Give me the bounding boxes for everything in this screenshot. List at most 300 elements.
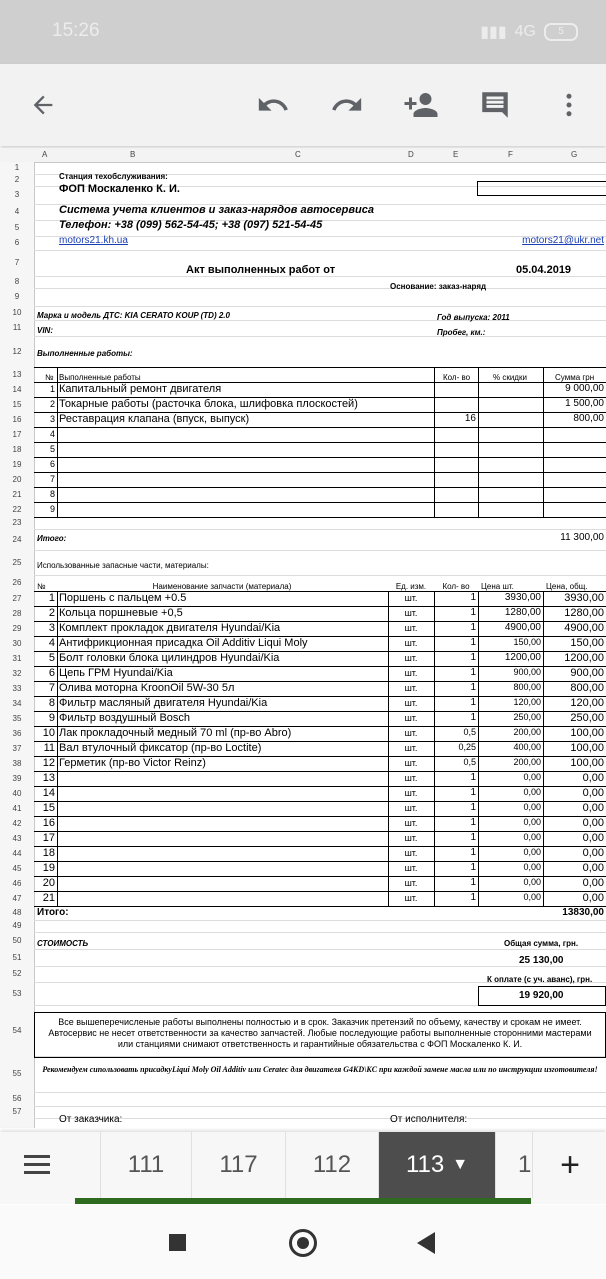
- row-header[interactable]: 55: [12, 1069, 22, 1078]
- works-cell-name: Токарные работы (расточка блока, шлифовка плоскостей): [59, 398, 358, 410]
- works-cell-num: 7: [49, 474, 55, 484]
- parts-cell-price: 0,00: [523, 892, 541, 902]
- station-label: Станция техобслуживания:: [59, 172, 168, 181]
- parts-col-line: [388, 591, 389, 906]
- row-header[interactable]: 15: [12, 399, 22, 409]
- row-header[interactable]: 22: [12, 504, 22, 514]
- parts-cell-total: 0,00: [582, 847, 604, 859]
- parts-cell-unit: шт.: [404, 848, 418, 858]
- parts-cell-qty: 1: [470, 802, 476, 813]
- row-header[interactable]: 36: [12, 728, 22, 738]
- works-cell-name: Капитальный ремонт двигателя: [59, 383, 222, 395]
- disclaimer-box: [34, 1012, 606, 1058]
- status-time: 15:26: [52, 20, 100, 41]
- row-header[interactable]: 24: [12, 534, 22, 544]
- more-vert-icon[interactable]: [548, 84, 590, 126]
- parts-cell-unit: шт.: [404, 803, 418, 813]
- gridline: [34, 966, 606, 967]
- gridline: [34, 949, 606, 950]
- parts-row[interactable]: [0, 711, 606, 726]
- parts-cell-unit: шт.: [404, 878, 418, 888]
- row-header[interactable]: 53: [12, 988, 22, 998]
- parts-cell-qty: 0,25: [458, 742, 476, 752]
- parts-cell-qty: 0,5: [463, 757, 476, 767]
- parts-cell-total: 0,00: [582, 832, 604, 844]
- act-date: 05.04.2019: [516, 264, 572, 276]
- parts-cell-unit: шт.: [404, 788, 418, 798]
- works-row[interactable]: [0, 487, 606, 502]
- row-header[interactable]: 1: [14, 163, 20, 172]
- parts-cell-total: 0,00: [582, 892, 604, 904]
- parts-border: [34, 906, 606, 907]
- gridline: [34, 550, 606, 551]
- row-header[interactable]: 25: [12, 557, 22, 567]
- works-header-disc: % скидки: [493, 373, 527, 382]
- status-bar: [0, 0, 606, 64]
- parts-cell-qty: 1: [470, 622, 476, 633]
- parts-cell-name: Цепь ГРМ Hyundai/Kia: [59, 667, 173, 679]
- row-header[interactable]: 16: [12, 414, 22, 424]
- parts-cell-total: 100,00: [570, 742, 604, 754]
- parts-cell-total: 900,00: [570, 667, 604, 679]
- total-sum-label: Общая сумма, грн.: [504, 939, 579, 948]
- parts-header-num: №: [37, 582, 46, 591]
- works-header-qty: Кол- во: [443, 373, 471, 382]
- parts-cell-num: 1: [48, 592, 55, 604]
- works-cell-num: 3: [49, 414, 55, 424]
- parts-cell-unit: шт.: [404, 653, 418, 663]
- row-header[interactable]: 32: [12, 668, 22, 678]
- parts-cell-name: Лак прокладочный медный 70 ml (пр-во Abro): [59, 727, 292, 739]
- parts-cell-total: 120,00: [570, 697, 604, 709]
- sheet-tab-partial[interactable]: 1: [495, 1132, 531, 1198]
- row-header[interactable]: 51: [12, 952, 22, 962]
- row-header[interactable]: 46: [12, 878, 22, 888]
- parts-header-qty: Кол- во: [442, 582, 470, 591]
- parts-cell-price: 150,00: [513, 637, 541, 647]
- gridline: [34, 1092, 606, 1093]
- system-title: Система учета клиентов и заказ-нарядов автосервиса: [59, 204, 374, 216]
- circle-icon[interactable]: [289, 1229, 317, 1257]
- person-add-icon[interactable]: [400, 84, 442, 126]
- gridline: [34, 932, 606, 933]
- row-header[interactable]: 18: [12, 444, 22, 454]
- row-header[interactable]: 12: [12, 346, 22, 356]
- row-header[interactable]: 43: [12, 833, 22, 843]
- parts-cell-name: Фильтр масляный двигателя Hyundai/Kia: [59, 697, 268, 709]
- row-header[interactable]: 11: [12, 323, 22, 332]
- row-header[interactable]: 9: [14, 292, 20, 301]
- parts-row[interactable]: [0, 651, 606, 666]
- parts-row[interactable]: [0, 696, 606, 711]
- parts-row[interactable]: [0, 636, 606, 651]
- row-header[interactable]: 5: [14, 223, 20, 232]
- square-icon[interactable]: [169, 1234, 186, 1251]
- parts-row[interactable]: [0, 591, 606, 606]
- row-header[interactable]: 13: [12, 369, 22, 379]
- row-header[interactable]: 52: [12, 969, 22, 978]
- parts-cell-num: 16: [42, 817, 55, 829]
- row-header[interactable]: 7: [14, 258, 20, 267]
- parts-cell-price: 0,00: [523, 817, 541, 827]
- parts-cell-unit: шт.: [404, 608, 418, 618]
- row-header[interactable]: 27: [12, 593, 22, 603]
- column-header-d[interactable]: D: [408, 150, 414, 159]
- works-total: 11 300,00: [560, 532, 604, 543]
- gridline: [34, 920, 606, 921]
- parts-cell-qty: 1: [470, 607, 476, 618]
- column-header-g[interactable]: G: [571, 150, 578, 159]
- parts-header-price: Цена шт.: [481, 582, 514, 591]
- parts-cell-qty: 1: [470, 817, 476, 828]
- site-link[interactable]: motors21.kh.ua: [59, 235, 128, 246]
- parts-cell-name: Болт головки блока цилиндров Hyundai/Kia: [59, 652, 280, 664]
- parts-cell-unit: шт.: [404, 758, 418, 768]
- parts-cell-unit: шт.: [404, 818, 418, 828]
- parts-cell-num: 3: [48, 622, 55, 634]
- act-title: Акт выполненных работ от: [186, 264, 336, 276]
- parts-header-total: Цена, общ.: [546, 582, 588, 591]
- parts-cell-unit: шт.: [404, 683, 418, 693]
- works-label: Выполненные работы:: [37, 349, 133, 358]
- parts-cell-name: Антифрикционная присадка Oil Additiv Liqui Moly: [59, 637, 308, 649]
- row-header[interactable]: 37: [12, 743, 22, 753]
- works-col-line: [434, 367, 435, 517]
- parts-cell-qty: 1: [470, 682, 476, 693]
- parts-cell-name: Поршень с пальцем +0.5: [59, 592, 187, 604]
- parts-cell-qty: 0,5: [463, 727, 476, 737]
- undo-icon[interactable]: [252, 84, 294, 126]
- parts-cell-total: 1200,00: [564, 652, 604, 664]
- row-header[interactable]: 17: [12, 429, 22, 439]
- parts-cell-total: 0,00: [582, 802, 604, 814]
- works-border: [34, 517, 606, 518]
- sheet-tab-112[interactable]: 112: [285, 1132, 378, 1198]
- row-header[interactable]: 40: [12, 788, 22, 798]
- email-link[interactable]: motors21@ukr.net: [522, 235, 604, 246]
- sheet-tab-117[interactable]: 117: [191, 1132, 285, 1198]
- parts-cell-price: 900,00: [513, 667, 541, 677]
- works-cell-num: 2: [49, 399, 55, 409]
- parts-label: Использованные запасные части, материалы:: [37, 561, 209, 570]
- parts-row[interactable]: [0, 681, 606, 696]
- works-header-sum: Сумма грн: [555, 373, 595, 382]
- works-row[interactable]: [0, 502, 606, 517]
- works-cell-num: 6: [49, 459, 55, 469]
- parts-cell-qty: 1: [470, 637, 476, 648]
- row-header[interactable]: 8: [14, 277, 20, 286]
- mileage-label: Пробег, км.:: [437, 328, 486, 337]
- parts-row[interactable]: [0, 801, 606, 816]
- parts-cell-name: Кольца поршневые +0,5: [59, 607, 183, 619]
- gridline: [34, 276, 606, 277]
- pay-sum: 19 920,00: [519, 990, 564, 1001]
- parts-row[interactable]: [0, 876, 606, 891]
- parts-cell-price: 4900,00: [504, 622, 541, 633]
- parts-cell-total: 0,00: [582, 877, 604, 889]
- cost-label: СТОИМОСТЬ: [37, 939, 89, 948]
- parts-cell-price: 200,00: [513, 727, 541, 737]
- parts-row[interactable]: [0, 861, 606, 876]
- parts-cell-unit: шт.: [404, 623, 418, 633]
- parts-cell-name: Фильтр воздушный Bosch: [59, 712, 191, 724]
- works-col-line: [543, 367, 544, 517]
- row-header[interactable]: 31: [12, 653, 22, 663]
- parts-cell-total: 0,00: [582, 817, 604, 829]
- parts-total-label: Итого:: [37, 907, 69, 918]
- works-row[interactable]: [0, 427, 606, 442]
- parts-cell-qty: 1: [470, 877, 476, 888]
- row-header[interactable]: 45: [12, 863, 22, 873]
- parts-header-name: Наименование запчасти (материала): [152, 582, 292, 591]
- works-cell-num: 4: [49, 429, 55, 439]
- row-header[interactable]: 50: [12, 935, 22, 945]
- parts-cell-price: 400,00: [513, 742, 541, 752]
- parts-cell-num: 13: [42, 772, 55, 784]
- phone-line: Телефон: +38 (099) 562-54-45; +38 (097) 521-54-45: [59, 219, 323, 231]
- row-header[interactable]: 30: [12, 638, 22, 648]
- row-header[interactable]: 54: [12, 1025, 22, 1035]
- parts-cell-price: 0,00: [523, 847, 541, 857]
- gridline: [34, 529, 606, 530]
- comment-icon[interactable]: [474, 84, 516, 126]
- parts-col-line: [434, 591, 435, 906]
- signature-customer: От заказчика:: [59, 1114, 123, 1125]
- parts-cell-price: 0,00: [523, 877, 541, 887]
- parts-cell-price: 0,00: [523, 802, 541, 812]
- row-header[interactable]: 57: [12, 1107, 22, 1116]
- basis-label: Основание: заказ-наряд: [390, 282, 487, 291]
- parts-col-line: [543, 591, 544, 906]
- signature-contractor: От исполнителя:: [390, 1114, 468, 1125]
- column-header-c[interactable]: C: [295, 150, 301, 159]
- works-row[interactable]: [0, 442, 606, 457]
- car-model: Марка и модель ДТС: KIA CERATO KOUP (TD) 2.0: [37, 311, 230, 320]
- arrow-left-icon[interactable]: [22, 84, 64, 126]
- parts-cell-qty: 1: [470, 697, 476, 708]
- parts-cell-num: 12: [42, 757, 55, 769]
- parts-row[interactable]: [0, 831, 606, 846]
- works-cell-num: 5: [49, 444, 55, 454]
- works-row[interactable]: [0, 382, 606, 397]
- column-header-f[interactable]: F: [508, 150, 513, 159]
- row-header[interactable]: 19: [12, 459, 22, 469]
- parts-header-unit: Ед. изм.: [395, 582, 427, 591]
- parts-cell-total: 0,00: [582, 772, 604, 784]
- row-header[interactable]: 56: [12, 1094, 22, 1103]
- pay-label: К оплате (с уч. аванс), грн.: [487, 975, 593, 984]
- parts-cell-price: 0,00: [523, 832, 541, 842]
- row-header[interactable]: 14: [12, 384, 22, 394]
- parts-cell-unit: шт.: [404, 638, 418, 648]
- parts-cell-price: 1200,00: [504, 652, 541, 663]
- works-border: [34, 367, 606, 368]
- row-header[interactable]: 41: [12, 803, 22, 813]
- parts-row[interactable]: [0, 816, 606, 831]
- parts-row[interactable]: [0, 786, 606, 801]
- parts-cell-num: 6: [48, 667, 55, 679]
- parts-cell-total: 800,00: [570, 682, 604, 694]
- parts-cell-qty: 1: [470, 712, 476, 723]
- parts-row[interactable]: [0, 846, 606, 861]
- row-header[interactable]: 6: [14, 238, 20, 247]
- row-header[interactable]: 38: [12, 758, 22, 768]
- parts-cell-total: 100,00: [570, 727, 604, 739]
- works-header-name: Выполненные работы: [59, 373, 141, 382]
- row-header[interactable]: 3: [14, 190, 20, 199]
- works-row[interactable]: [0, 457, 606, 472]
- parts-cell-unit: шт.: [404, 743, 418, 753]
- parts-cell-num: 21: [42, 892, 55, 904]
- works-cell-sum: 1 500,00: [565, 398, 604, 409]
- parts-col-line: [57, 591, 58, 906]
- row-header[interactable]: 49: [12, 921, 22, 930]
- parts-cell-unit: шт.: [404, 833, 418, 843]
- parts-cell-unit: шт.: [404, 698, 418, 708]
- toolbar: [0, 64, 606, 146]
- parts-cell-price: 800,00: [513, 682, 541, 692]
- parts-cell-name: Олива моторна KroonOil 5W-30 5л: [59, 682, 235, 694]
- parts-cell-num: 15: [42, 802, 55, 814]
- total-sum: 25 130,00: [519, 955, 564, 966]
- works-total-label: Итого:: [37, 534, 67, 543]
- vin-label: VIN:: [37, 326, 53, 335]
- parts-cell-num: 5: [48, 652, 55, 664]
- parts-cell-total: 0,00: [582, 862, 604, 874]
- parts-cell-num: 2: [48, 607, 55, 619]
- sheet-tab-bar: [0, 1132, 606, 1204]
- row-header[interactable]: 48: [12, 908, 22, 917]
- parts-row[interactable]: [0, 771, 606, 786]
- add-icon[interactable]: +: [532, 1132, 606, 1198]
- row-header[interactable]: 47: [12, 893, 22, 903]
- row-header[interactable]: 29: [12, 623, 22, 633]
- row-header[interactable]: 21: [12, 489, 22, 499]
- row-header[interactable]: 26: [12, 578, 22, 587]
- parts-cell-num: 17: [42, 832, 55, 844]
- parts-cell-price: 0,00: [523, 862, 541, 872]
- works-cell-sum: 9 000,00: [565, 383, 604, 394]
- parts-cell-qty: 1: [470, 652, 476, 663]
- row-header[interactable]: 20: [12, 474, 22, 484]
- parts-cell-price: 200,00: [513, 757, 541, 767]
- row-header[interactable]: 39: [12, 773, 22, 783]
- parts-cell-num: 10: [42, 727, 55, 739]
- gridline: [34, 250, 606, 251]
- works-header-num: №: [45, 373, 54, 382]
- parts-row[interactable]: [0, 756, 606, 771]
- triangle-back-icon[interactable]: [417, 1232, 435, 1254]
- parts-cell-num: 14: [42, 787, 55, 799]
- row-header[interactable]: 34: [12, 698, 22, 708]
- parts-cell-num: 9: [48, 712, 55, 724]
- parts-cell-unit: шт.: [404, 773, 418, 783]
- column-headers: [0, 148, 606, 163]
- parts-cell-qty: 1: [470, 832, 476, 843]
- parts-cell-unit: шт.: [404, 893, 418, 903]
- row-header[interactable]: 4: [14, 207, 20, 216]
- column-header-e[interactable]: E: [453, 150, 459, 159]
- parts-row[interactable]: [0, 891, 606, 906]
- row-header[interactable]: 42: [12, 818, 22, 828]
- company-name: ФОП Москаленко К. И.: [59, 183, 180, 195]
- row-header[interactable]: 44: [12, 848, 22, 858]
- row-header[interactable]: 28: [12, 608, 22, 618]
- parts-cell-qty: 1: [470, 847, 476, 858]
- parts-cell-total: 4900,00: [564, 622, 604, 634]
- row-header[interactable]: 35: [12, 713, 22, 723]
- parts-row[interactable]: [0, 666, 606, 681]
- works-col-line: [478, 367, 479, 517]
- works-row[interactable]: [0, 412, 606, 427]
- gridline: [34, 320, 606, 321]
- tab-dropdown-icon[interactable]: ▼: [452, 1156, 469, 1173]
- row-header[interactable]: 10: [12, 308, 22, 317]
- column-header-b[interactable]: B: [130, 150, 136, 159]
- parts-cell-unit: шт.: [404, 863, 418, 873]
- parts-cell-unit: шт.: [404, 713, 418, 723]
- row-header[interactable]: 2: [14, 175, 20, 184]
- parts-cell-unit: шт.: [404, 593, 418, 603]
- status-icons: [480, 22, 578, 42]
- works-cell-sum: 800,00: [573, 413, 604, 424]
- parts-cell-unit: шт.: [404, 728, 418, 738]
- parts-cell-num: 18: [42, 847, 55, 859]
- works-cell-num: 8: [49, 489, 55, 499]
- sheet-tab-111[interactable]: 111: [100, 1132, 191, 1198]
- parts-cell-price: 3930,00: [504, 592, 541, 603]
- parts-cell-num: 4: [48, 637, 55, 649]
- works-cell-qty: 16: [464, 413, 476, 424]
- works-cell-num: 1: [49, 384, 55, 394]
- parts-cell-total: 1280,00: [564, 607, 604, 619]
- parts-row[interactable]: [0, 741, 606, 756]
- parts-cell-num: 8: [48, 697, 55, 709]
- sheet-tab-113[interactable]: [378, 1132, 495, 1198]
- row-header[interactable]: 23: [12, 518, 22, 527]
- parts-row[interactable]: [0, 606, 606, 621]
- works-row[interactable]: [0, 472, 606, 487]
- selected-cell[interactable]: [477, 181, 606, 196]
- redo-icon[interactable]: [326, 84, 368, 126]
- recommendation: Рекомендуем сипользовать присадкуLiqui Moly Oil Additiv или Ceratec для двигателя G4KD\KC при каждой замене масла или по инструкции изготовителя!: [42, 1065, 598, 1074]
- works-row[interactable]: [0, 397, 606, 412]
- works-cell-name: Реставрация клапана (впуск, выпуск): [59, 413, 250, 425]
- year-label: Год выпуска: 2011: [437, 313, 510, 322]
- parts-cell-name: Вал втулочный фиксатор (пр-во Loctite): [59, 742, 262, 754]
- spreadsheet[interactable]: [0, 148, 606, 1128]
- gridline: [34, 575, 606, 576]
- parts-row[interactable]: [0, 621, 606, 636]
- signal-icon: ▮▮▮: [480, 24, 507, 41]
- gridline: [34, 1106, 606, 1107]
- parts-cell-qty: 1: [470, 862, 476, 873]
- works-col-line: [57, 367, 58, 517]
- menu-icon[interactable]: [0, 1132, 74, 1198]
- gridline: [34, 288, 606, 289]
- nav-bar: [0, 1205, 606, 1279]
- parts-cell-qty: 1: [470, 772, 476, 783]
- row-header[interactable]: 33: [12, 683, 22, 693]
- parts-cell-num: 11: [43, 742, 55, 754]
- gridline: [34, 336, 606, 337]
- parts-cell-qty: 1: [470, 892, 476, 903]
- parts-cell-total: 3930,00: [564, 592, 604, 604]
- parts-row[interactable]: [0, 726, 606, 741]
- parts-cell-total: 100,00: [570, 757, 604, 769]
- works-cell-num: 9: [49, 504, 55, 514]
- column-header-a[interactable]: A: [42, 150, 48, 159]
